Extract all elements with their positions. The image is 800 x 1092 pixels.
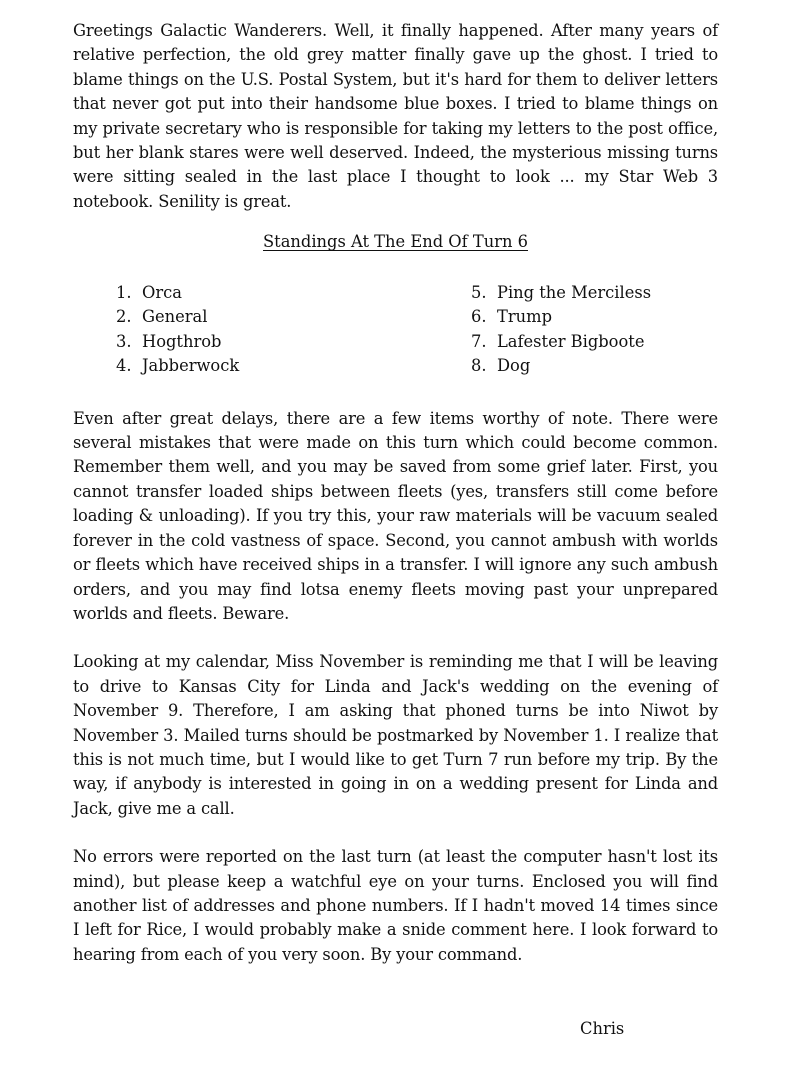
standings-name: Orca xyxy=(142,282,182,302)
standings-item xyxy=(471,281,651,306)
signature: Chris xyxy=(580,1019,625,1038)
standings-rank: 7. xyxy=(471,331,487,351)
standings-rank: 6. xyxy=(471,307,487,327)
standings-item xyxy=(471,354,651,379)
standings-name: Jabberwock xyxy=(142,356,240,376)
standings-item xyxy=(116,281,239,306)
schedule-paragraph: Looking at my calendar, Miss November is reminding me that I will be leaving to drive to Kansas City for Linda and Jack's wedding on the evening of November 9. Therefore, I am asking that phoned turns be into Niwot by November 3. Mailed turns should be postmarked by November 1. I realize that this is not much time, but I would like to get Turn 7 run before my trip. By the way, if anybody is interested in going in on a wedding present for Linda and Jack, give me a call. xyxy=(73,652,718,818)
standings-column-right xyxy=(471,281,651,379)
standings-rank: 1. xyxy=(116,282,132,302)
standings-column-left xyxy=(116,281,239,379)
standings-rank: 2. xyxy=(116,307,132,327)
standings-rank: 3. xyxy=(116,331,132,351)
standings-item xyxy=(471,330,651,355)
standings-name: Dog xyxy=(497,356,531,376)
standings-name: Lafester Bigboote xyxy=(497,331,645,351)
standings-heading: Standings At The End Of Turn 6 xyxy=(263,232,528,252)
standings-item xyxy=(116,354,239,379)
standings-item xyxy=(116,330,239,355)
standings-item xyxy=(116,305,239,330)
standings-name: Trump xyxy=(497,307,552,327)
standings-rank: 8. xyxy=(471,356,487,376)
standings-name: General xyxy=(142,307,208,327)
standings-name: Hogthrob xyxy=(142,331,222,351)
notes-paragraph: Even after great delays, there are a few items worthy of note. There were several mistakes that were made on this turn which could become common. Remember them well, and you may be saved from some grief later. First, you cannot transfer loaded ships between fleets (yes, transfers still come before loading & unloading). If you try this, your raw materials will be vacuum sealed forever in the cold vastness of space. Second, you cannot ambush with worlds or fleets which have received ships in a transfer. I will ignore any such ambush orders, and you may find lotsa enemy fleets moving past your unprepared worlds and fleets. Beware. xyxy=(73,408,718,623)
standings-name: Ping the Merciless xyxy=(497,282,652,302)
standings-item xyxy=(471,305,651,330)
intro-paragraph: Greetings Galactic Wanderers. Well, it finally happened. After many years of relative perfection, the old grey matter finally gave up the ghost. I tried to blame things on the U.S. Postal System, but it's hard for them to deliver letters that never got put into their handsome blue boxes. I tried to blame things on my private secretary who is responsible for taking my letters to the post office, but her blank stares were well deserved. Indeed, the mysterious missing turns were sitting sealed in the last place I thought to look ... my Star Web 3 notebook. Senility is great. xyxy=(73,21,718,211)
standings-rank: 4. xyxy=(116,356,132,376)
letter-body xyxy=(73,19,718,967)
standings-rank: 5. xyxy=(471,282,487,302)
closing-paragraph: No errors were reported on the last turn (at least the computer hasn't lost its mind), but please keep a watchful eye on your turns. Enclosed you will find another list of addresses and phone numbers. If I hadn't moved 14 times since I left for Rice, I would probably make a snide comment here. I look forward to hearing from each of you very soon. By your command. xyxy=(73,847,718,964)
standings-list xyxy=(73,281,718,381)
